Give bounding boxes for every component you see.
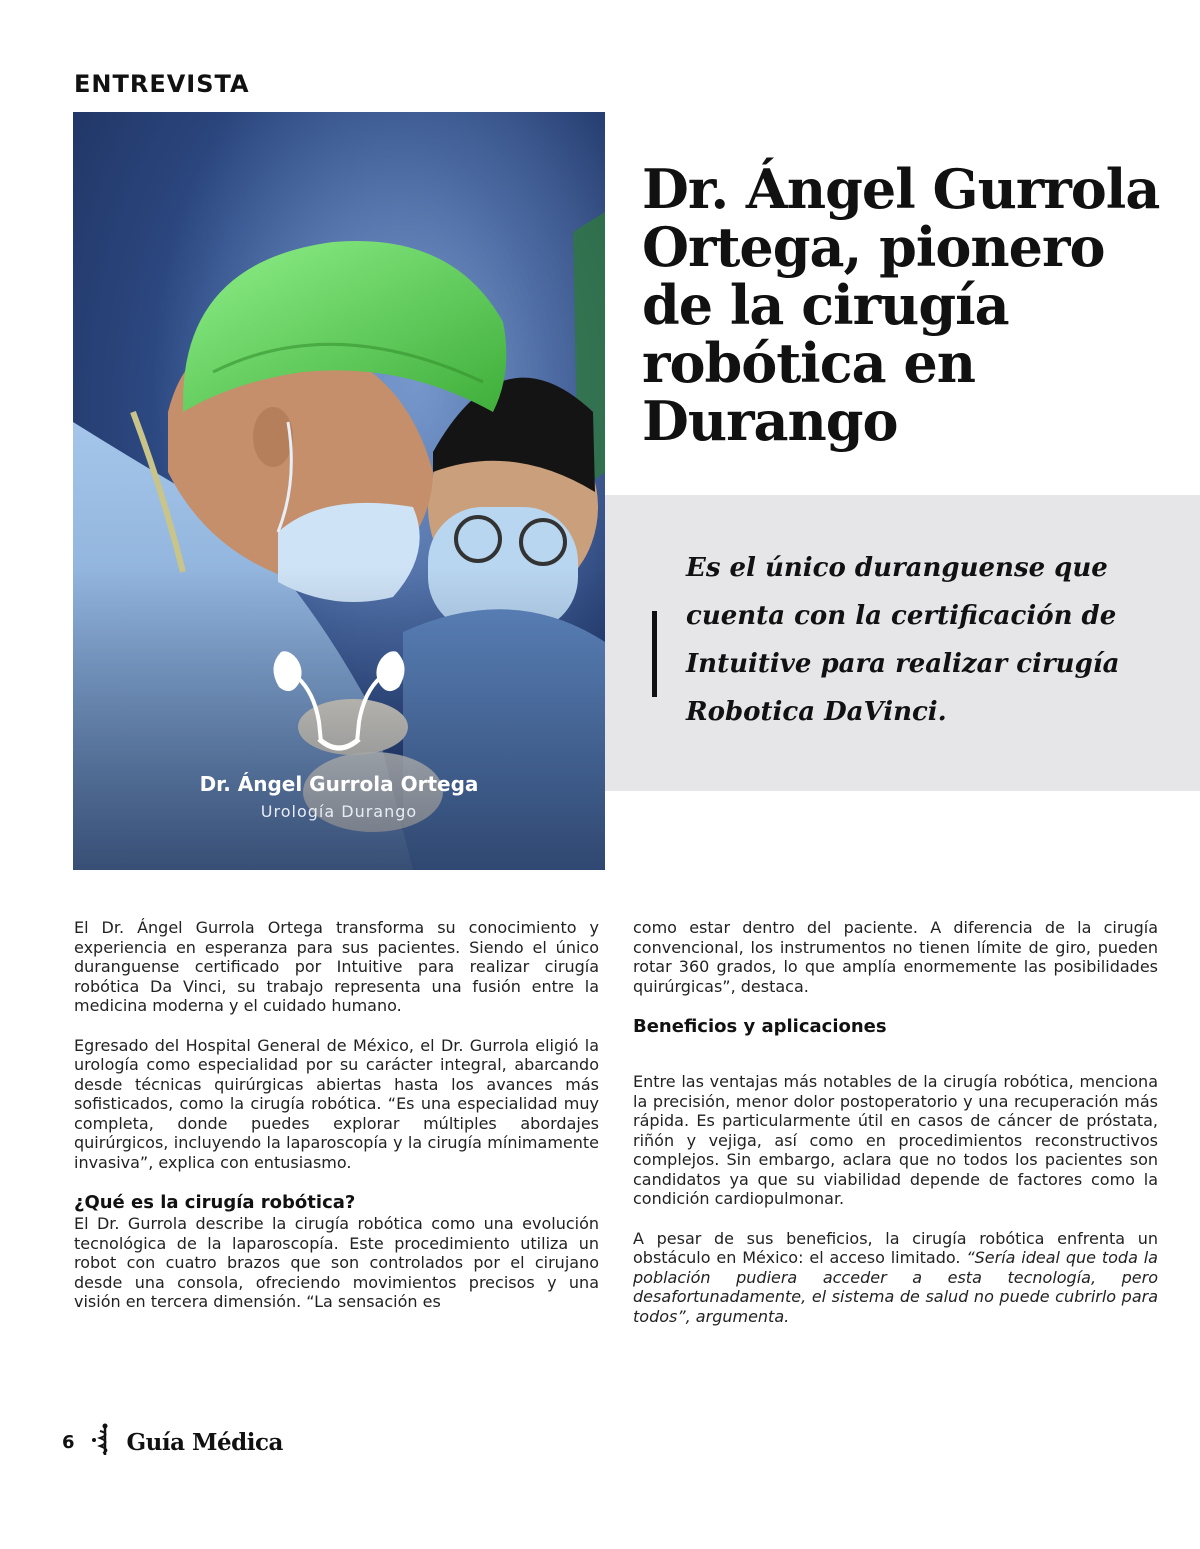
pull-quote-bar <box>652 611 657 697</box>
photo-caption-specialty: Urología Durango <box>260 802 418 821</box>
pull-quote: Es el único duranguense que cuenta con la certificación de Intuitive para realizar cirugía Robotica DaVinci. <box>686 553 1120 727</box>
paragraph: Egresado del Hospital General de México, el Dr. Gurrola eligió la urología como especialidad por su carácter integral, abarcando desde técnicas quirúrgicas abiertas hasta los avances más sofisticados, como la cirugía robótica. “Es una especialidad muy completa, donde puedes explorar múltiples abordajes quirúrgicos, incluyendo la laparoscopía y la cirugía mínimamente invasiva”, explica con entusiasmo. <box>74 1035 599 1172</box>
paragraph-intro: A pesar de sus beneficios, la cirugía robótica enfrenta un obstáculo en México: el acceso limitado. <box>633 1228 1158 1267</box>
page-number: 6 <box>62 1431 75 1453</box>
surgeon-photo <box>73 112 605 870</box>
paragraph: El Dr. Gurrola describe la cirugía robótica como una evolución tecnológica de la laparoscopía. Este procedimiento utiliza un robot con cuatro brazos que son controlados por el cirujano desde una consola, ofreciendo movimientos precisos y una visión en tercera dimensión. “La sensación es <box>74 1214 599 1311</box>
paragraph: como estar dentro del paciente. A diferencia de la cirugía convencional, los instrumentos no tienen límite de giro, pueden rotar 360 grados, lo que amplía enormemente las posibilidades quirúrgicas”, destaca. <box>633 918 1158 996</box>
page-footer <box>62 1424 362 1460</box>
paragraph: Entre las ventajas más notables de la cirugía robótica, menciona la precisión, menor dolor postoperatorio y una recuperación más rápida. Es particularmente útil en casos de cáncer de próstata, riñón y vejiga, así como en procedimientos reconstructivos complejos. Sin embargo, aclara que no todos los pacientes son candidatos ya que su viabilidad depende de factores como la condición cardiopulmonar. <box>633 1072 1158 1208</box>
section-heading: ¿Qué es la cirugía robótica? <box>74 1192 356 1213</box>
paragraph: El Dr. Ángel Gurrola Ortega transforma su conocimiento y experiencia en esperanza para sus pacientes. Siendo el único duranguense certificado por Intuitive para realizar cirugía robótica Da Vinci, su trabajo representa una fusión entre la medicina moderna y el cuidado humano. <box>74 918 599 1015</box>
article-column-left <box>74 918 599 1332</box>
magazine-brand: Guía Médica <box>126 1428 283 1456</box>
surgery-illustration <box>73 112 605 870</box>
caduceus-icon <box>91 1423 117 1461</box>
quote-text: “Sería ideal que toda la población pudiera acceder a esta tecnología, pero desafortunadamente, el sistema de salud no puede cubrirlo para todos”, argumenta. <box>633 1248 1158 1326</box>
article-headline: Dr. Ángel Gurrola Ortega, pionero de la cirugía robótica en Durango <box>642 157 1160 453</box>
section-heading: Beneficios y aplicaciones <box>633 1016 887 1037</box>
section-label: ENTREVISTA <box>74 70 250 98</box>
paragraph <box>633 1229 1158 1327</box>
photo-caption-name: Dr. Ángel Gurrola Ortega <box>199 772 479 796</box>
article-column-right <box>633 918 1158 1346</box>
